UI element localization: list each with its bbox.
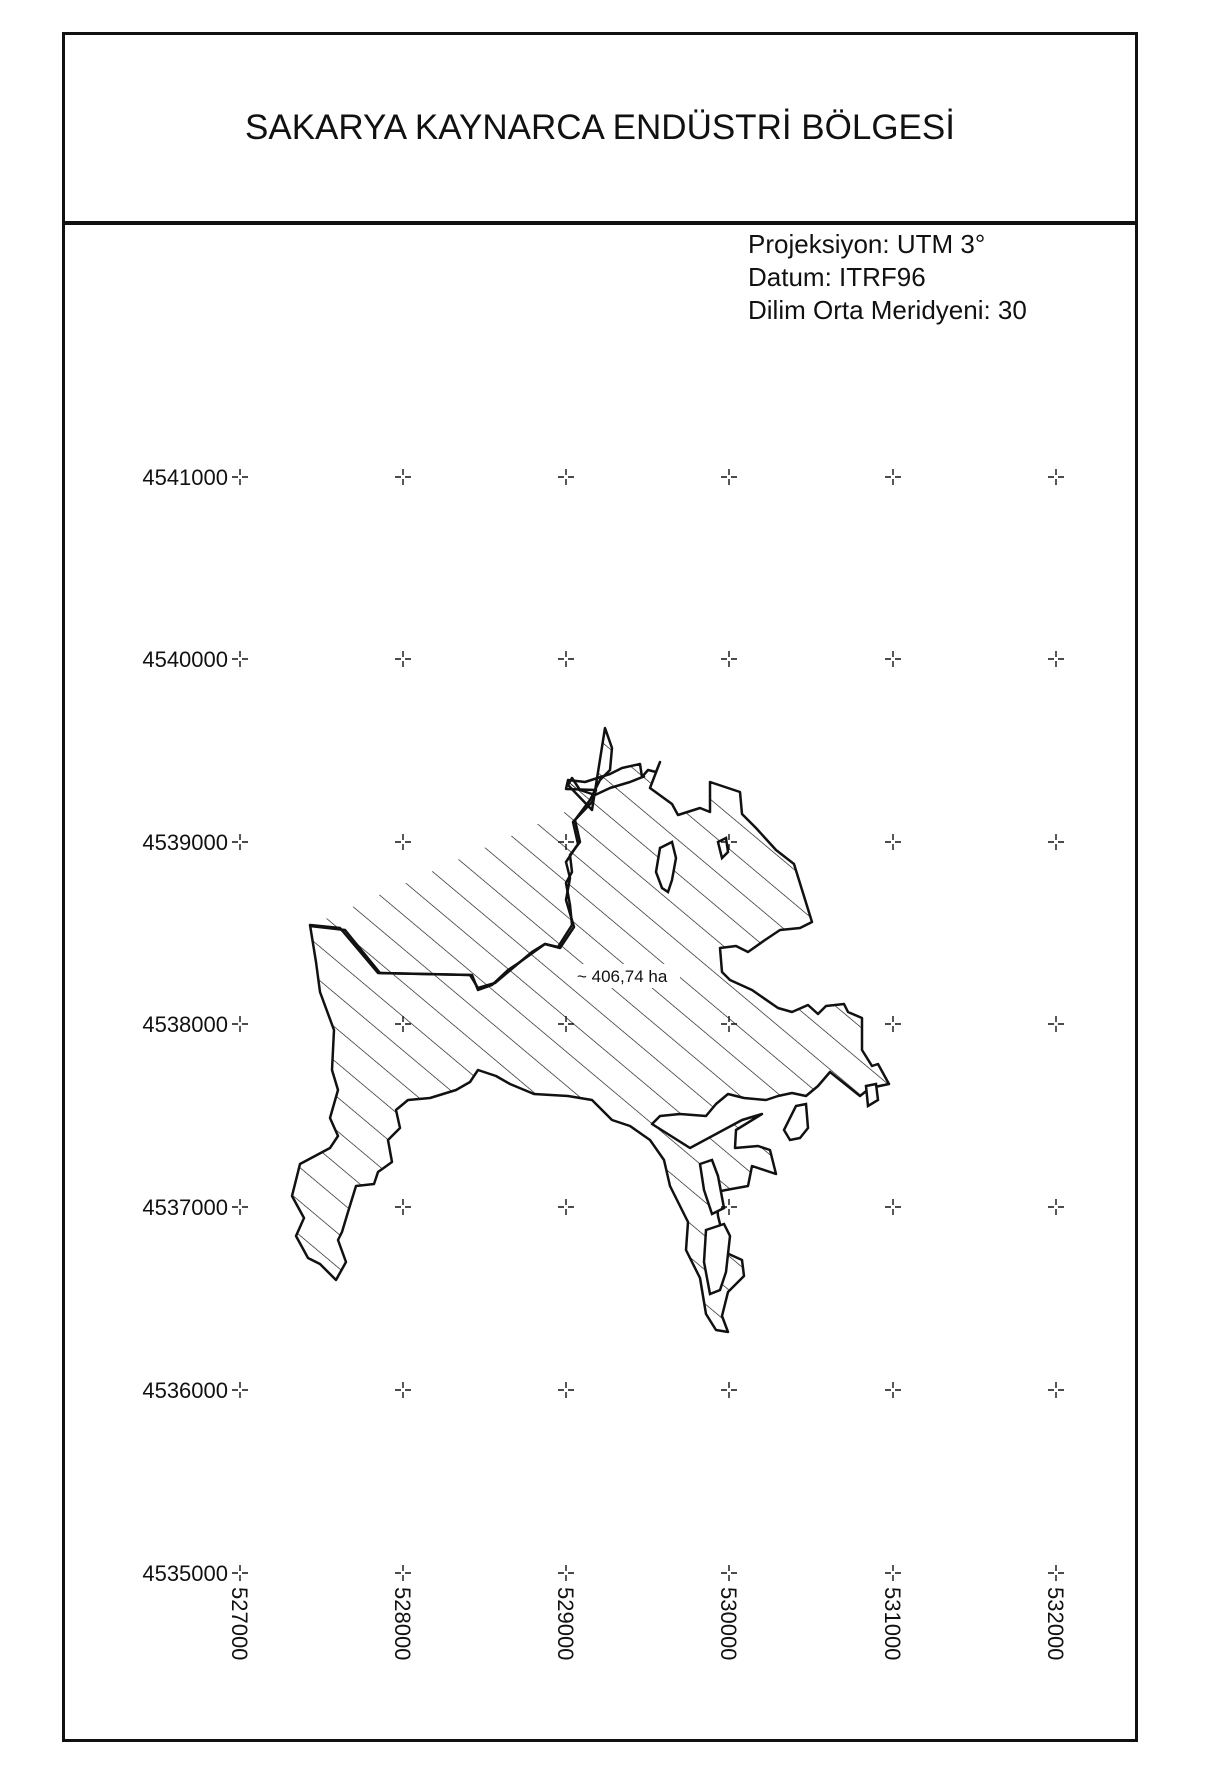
grid-cross — [558, 651, 574, 667]
grid-cross — [395, 1382, 411, 1398]
northing-label: 4536000 — [142, 1378, 228, 1403]
projection-line: Projeksiyon: UTM 3° — [748, 229, 986, 259]
grid-cross — [1048, 1382, 1064, 1398]
grid-cross — [232, 1382, 248, 1398]
grid-cross — [558, 1565, 574, 1581]
grid-cross — [1048, 469, 1064, 485]
grid-cross — [885, 469, 901, 485]
grid-cross — [721, 1382, 737, 1398]
grid-cross — [558, 1382, 574, 1398]
easting-label: 529000 — [553, 1587, 578, 1661]
northing-labels — [142, 465, 228, 1586]
grid-cross — [232, 1565, 248, 1581]
northing-label: 4539000 — [142, 830, 228, 855]
grid-cross — [558, 1199, 574, 1215]
grid-cross — [395, 834, 411, 850]
grid-cross — [721, 1565, 737, 1581]
map-title: SAKARYA KAYNARCA ENDÜSTRİ BÖLGESİ — [245, 108, 955, 147]
parcel-hole — [866, 1084, 878, 1106]
grid-cross — [885, 1016, 901, 1032]
grid-cross — [232, 834, 248, 850]
grid-cross — [885, 834, 901, 850]
easting-label: 531000 — [880, 1587, 905, 1661]
grid-cross — [1048, 1565, 1064, 1581]
grid-cross — [885, 651, 901, 667]
easting-labels — [227, 1587, 1068, 1660]
grid-cross — [1048, 834, 1064, 850]
area-label: ~ 406,74 ha — [577, 967, 668, 986]
datum-line: Datum: ITRF96 — [748, 262, 926, 292]
grid-cross — [1048, 1016, 1064, 1032]
grid-cross — [1048, 651, 1064, 667]
grid-cross — [558, 469, 574, 485]
easting-label: 527000 — [227, 1587, 252, 1661]
northing-label: 4541000 — [142, 465, 228, 490]
easting-label: 528000 — [390, 1587, 415, 1661]
northing-label: 4540000 — [142, 647, 228, 672]
northing-label: 4538000 — [142, 1012, 228, 1037]
grid-cross — [232, 651, 248, 667]
grid-cross — [232, 469, 248, 485]
grid-cross — [395, 651, 411, 667]
easting-label: 532000 — [1043, 1587, 1068, 1661]
grid-cross — [885, 1382, 901, 1398]
grid-cross — [232, 1016, 248, 1032]
parcel-hole — [784, 1104, 808, 1140]
meridian-line: Dilim Orta Meridyeni: 30 — [748, 295, 1027, 325]
grid-cross — [721, 651, 737, 667]
industrial-zone-outline — [292, 762, 889, 1332]
grid-cross — [232, 1199, 248, 1215]
northing-label: 4537000 — [142, 1195, 228, 1220]
grid-cross — [395, 1565, 411, 1581]
northing-label: 4535000 — [142, 1561, 228, 1586]
grid-cross — [395, 1199, 411, 1215]
grid-cross — [395, 469, 411, 485]
grid-cross — [885, 1199, 901, 1215]
grid-cross — [1048, 1199, 1064, 1215]
grid-cross — [885, 1565, 901, 1581]
easting-label: 530000 — [716, 1587, 741, 1661]
grid-cross — [721, 469, 737, 485]
